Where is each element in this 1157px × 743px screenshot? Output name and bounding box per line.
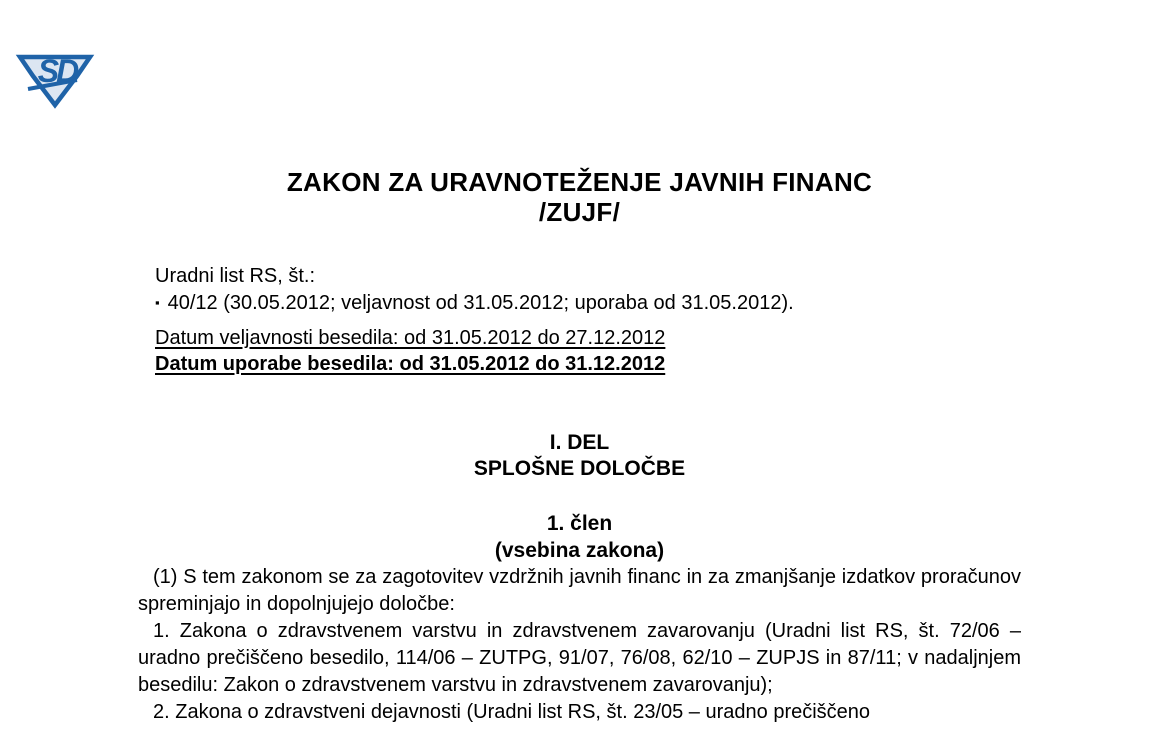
gazette-section: [138, 263, 1021, 318]
body-paragraph: 1. Zakona o zdravstvenem varstvu in zdravstvenem zavarovanju (Uradni list RS, št. 72/06 – uradno prečiščeno besedilo, 114/06 – ZUTPG, 91/07, 76/08, 62/10 – ZUPJS in 87/11; v nadaljnjem besedilu: Zakon o zdravstvenem varstvu in zdravstvenem zavarovanju);: [138, 620, 1021, 696]
validity-section: [138, 325, 1021, 377]
document-title-line1: ZAKON ZA URAVNOTEŽENJE JAVNIH FINANC: [286, 167, 873, 197]
validity-application-line: Datum uporabe besedila: od 31.05.2012 do 31.12.2012: [155, 353, 666, 375]
article-subtitle: (vsebina zakona): [494, 539, 665, 562]
gazette-item-text: 40/12 (30.05.2012; veljavnost od 31.05.2012; uporaba od 31.05.2012).: [167, 292, 794, 314]
article-body: [138, 564, 1021, 726]
document-title-line2: /ZUJF/: [538, 197, 621, 227]
bullet-icon: ▪: [155, 295, 160, 310]
gazette-item: [155, 290, 1021, 318]
logo-letters: SD: [37, 53, 77, 89]
document-content: [138, 167, 1021, 726]
sd-logo-icon: [13, 45, 97, 109]
document-title: [138, 167, 1021, 227]
part-title: SPLOŠNE DOLOČBE: [473, 457, 686, 480]
validity-effective-line: Datum veljavnosti besedila: od 31.05.2012 do 27.12.2012: [155, 327, 666, 349]
article-heading: [138, 510, 1021, 564]
gazette-label: Uradni list RS, št.:: [155, 265, 316, 287]
article-number: 1. člen: [546, 512, 613, 535]
part-heading: [138, 430, 1021, 482]
sd-logo: [13, 45, 97, 109]
part-label: I. DEL: [549, 431, 610, 454]
body-paragraph: 2. Zakona o zdravstveni dejavnosti (Uradni list RS, št. 23/05 – uradno prečiščeno: [153, 701, 871, 723]
body-paragraph: (1) S tem zakonom se za zagotovitev vzdržnih javnih financ in za zmanjšanje izdatkov proračunov spreminjajo in dopolnjujejo določbe:: [138, 566, 1021, 615]
